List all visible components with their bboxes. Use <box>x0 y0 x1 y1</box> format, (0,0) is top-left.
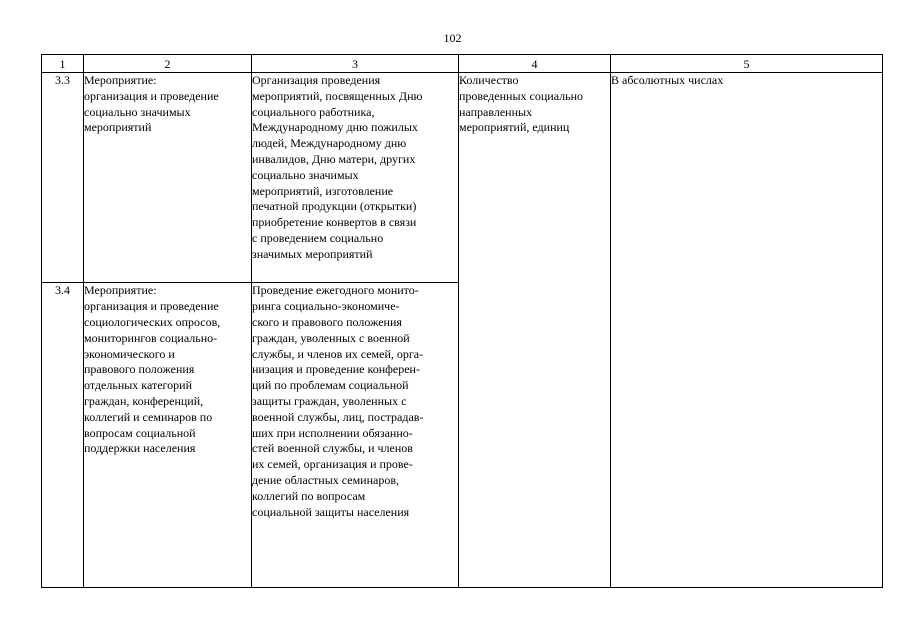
text-line: приобретение конвертов в связи <box>252 215 417 230</box>
text-line: мониторингов социально- <box>84 330 218 345</box>
text-line: граждан, конференций, <box>84 394 204 408</box>
text-line: службы, и членов их семей, орга- <box>252 346 424 361</box>
text-line: ших при исполнении обязанно- <box>252 425 413 440</box>
text-line: дение областных семинаров, <box>252 472 400 487</box>
text-line: мероприятий, посвященных Дню <box>252 88 423 103</box>
table-header-row <box>42 55 883 73</box>
text-line: Организация проведения <box>252 73 381 88</box>
text-line: граждан, уволенных с военной <box>252 330 410 345</box>
indicators-table <box>41 54 882 588</box>
text-line: вопросам социальной <box>84 425 196 440</box>
text-line: социально значимых <box>84 104 191 119</box>
text-line: инвалидов, Дню матери, других <box>252 152 416 167</box>
text-line: поддержки населения <box>84 441 196 456</box>
text-line: социального работника, <box>252 104 375 119</box>
text-line: социологических опросов, <box>84 315 221 330</box>
text-line: ций по проблемам социальной <box>252 378 409 393</box>
text-line: Международному дню пожилых <box>252 120 418 135</box>
event-description-cell <box>252 283 459 588</box>
text-line: направленных <box>459 104 533 119</box>
text-line: Проведение ежегодного монито- <box>252 283 419 298</box>
text-line: военной службы, лиц, пострадав- <box>252 409 424 424</box>
text-line: стей военной службы, и членов <box>252 441 413 456</box>
column-header: 1 <box>42 55 84 73</box>
text-line: их семей, организация и прове- <box>252 457 413 472</box>
event-description-cell <box>252 73 459 283</box>
event-name-cell <box>84 73 252 283</box>
text-line: ского и правового положения <box>252 315 402 330</box>
text-line: отдельных категорий <box>84 378 193 393</box>
text-line: организация и проведение <box>84 88 219 103</box>
text-line: ринга социально-экономиче- <box>252 299 400 314</box>
page-number: 102 <box>443 31 462 45</box>
text-line: людей, Международному дню <box>252 136 407 151</box>
column-header: 5 <box>611 55 883 73</box>
row-number: 3.3 <box>42 73 84 283</box>
indicator-cell <box>459 73 611 588</box>
text-line: мероприятий, единиц <box>459 120 570 135</box>
text-line: мероприятий, изготовление <box>252 183 394 198</box>
text-line: коллегий по вопросам <box>252 488 366 503</box>
text-line: В абсолютных числах <box>611 73 724 88</box>
text-line: низация и проведение конферен- <box>252 362 420 377</box>
text-line: Мероприятие: <box>84 283 157 298</box>
event-name-cell <box>84 283 252 588</box>
text-line: защиты граждан, уволенных с <box>252 394 407 408</box>
column-header: 4 <box>459 55 611 73</box>
text-line: коллегий и семинаров по <box>84 409 213 424</box>
measurement-unit-cell <box>611 73 883 588</box>
text-line: социальной защиты населения <box>252 504 410 519</box>
text-line: правового положения <box>84 362 195 377</box>
table-row <box>42 73 883 283</box>
text-line: значимых мероприятий <box>252 246 373 261</box>
text-line: мероприятий <box>84 120 152 135</box>
column-header: 3 <box>252 55 459 73</box>
column-header: 2 <box>84 55 252 73</box>
text-line: Мероприятие: <box>84 73 157 88</box>
text-line: печатной продукции (открытки) <box>252 199 417 214</box>
text-line: Количество <box>459 73 519 88</box>
text-line: социально значимых <box>252 167 359 182</box>
text-line: с проведением социально <box>252 231 384 245</box>
text-line: организация и проведение <box>84 299 219 314</box>
row-number: 3.4 <box>42 283 84 588</box>
text-line: проведенных социально <box>459 88 584 103</box>
text-line: экономического и <box>84 346 175 361</box>
